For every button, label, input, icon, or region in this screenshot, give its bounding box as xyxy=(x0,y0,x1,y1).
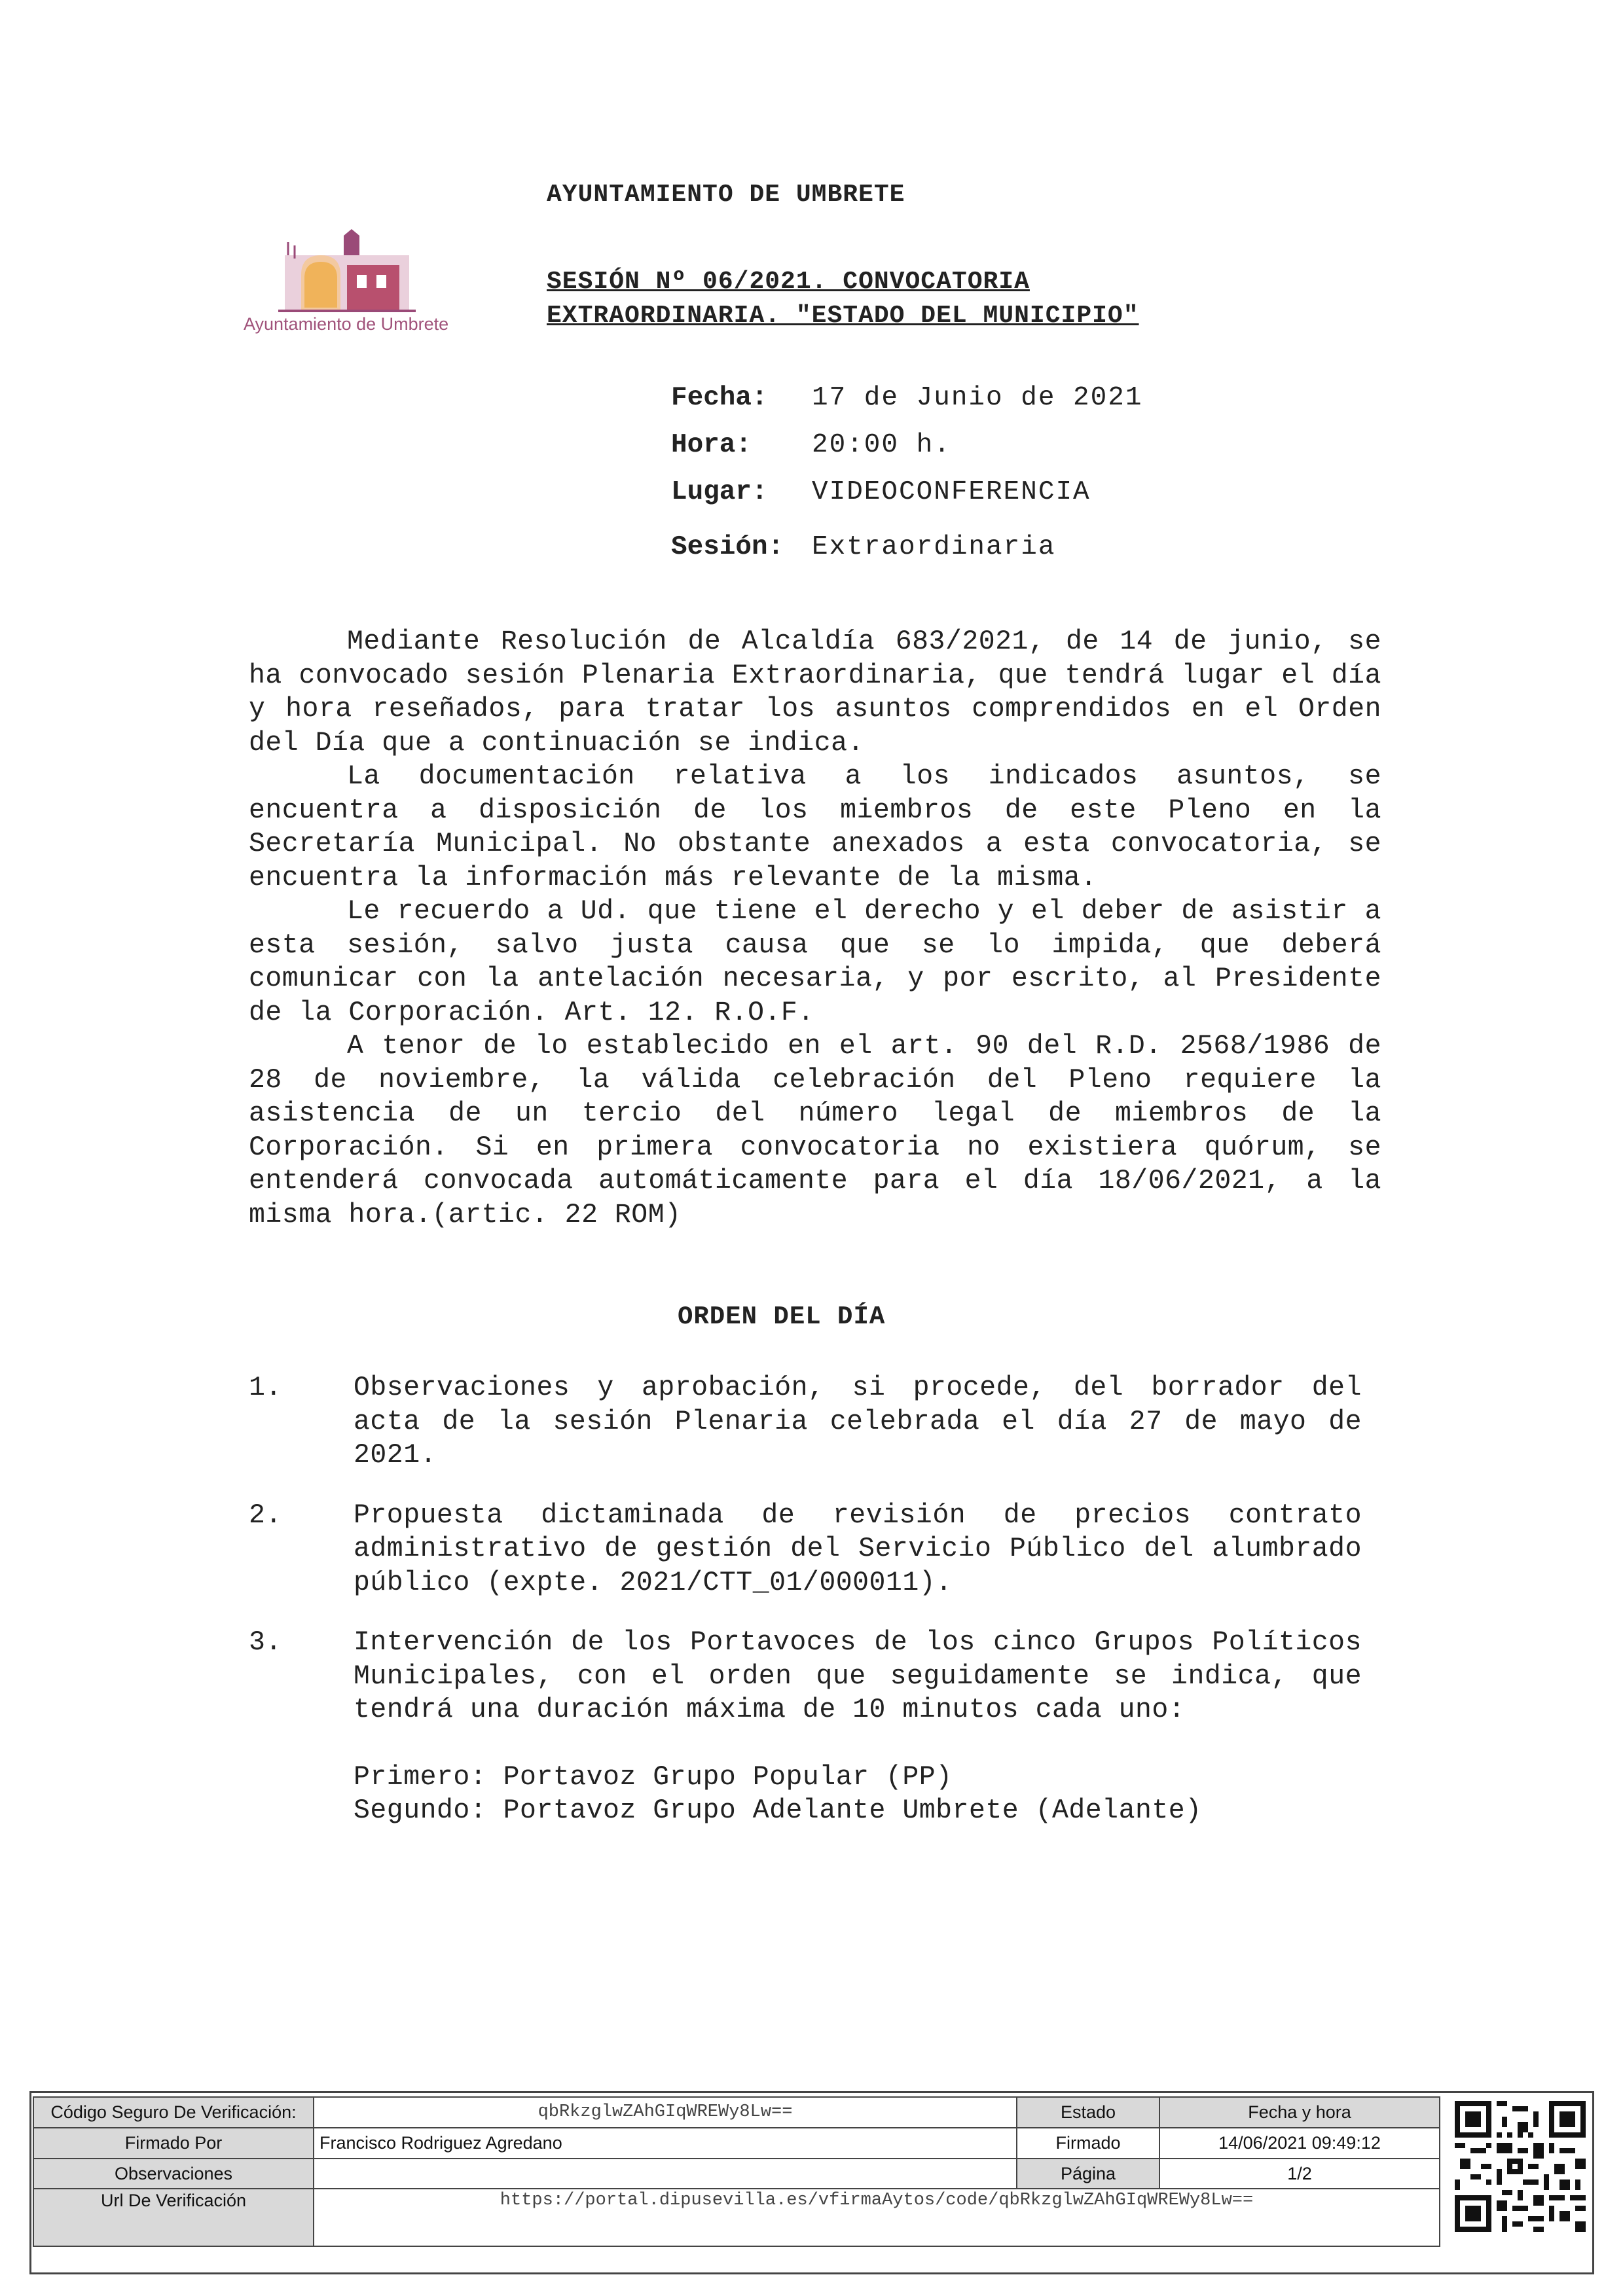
observaciones-value xyxy=(314,2159,1017,2189)
body-paragraph-4: A tenor de lo establecido en el art. 90 del R.D. 2568/1986 de 28 de noviembre, la válida celebración del Pleno requiere la asistencia de un tercio del número legal de miembros de la Corporación. Si en primera convocatoria no existiera quórum, se entenderá convocada automáticamente para el día 18/06/2021, a la misma hora.(artic. 22 ROM) xyxy=(249,1031,1381,1230)
body-paragraph-3: Le recuerdo a Ud. que tiene el derecho y el deber de asistir a esta sesión, salvo justa causa que se lo impida, que deberá comunicar con la antelación necesaria, y por escrito, al Presidente de la Corporación. Art. 12. R.O.F. xyxy=(249,896,1381,1028)
agenda-item xyxy=(249,1499,1362,1600)
fecha-label: Fecha: xyxy=(671,383,768,413)
estado-value: Firmado xyxy=(1017,2128,1159,2159)
agenda-item-number: 3. xyxy=(249,1627,282,1658)
agenda-item-body xyxy=(354,1626,1362,1828)
session-meta xyxy=(671,383,1142,579)
lugar-label: Lugar: xyxy=(671,477,768,507)
agenda-item-text: Propuesta dictaminada de revisión de precios contrato administrativo de gestión del Servicio Público del alumbrado público (expte. 2021/CTT_01/000011). xyxy=(354,1499,1362,1598)
body-paragraph-2: La documentación relativa a los indicados asuntos, se encuentra a disposición de los miembros de este Pleno en la Secretaría Municipal. No obstante anexados a esta convocatoria, se encuentra la información más relevante de la misma. xyxy=(249,761,1381,893)
session-title xyxy=(547,265,1139,333)
sesion-label: Sesión: xyxy=(671,532,784,562)
fecha-value: 17 de Junio de 2021 xyxy=(812,383,1143,413)
hora-label: Hora: xyxy=(671,430,752,460)
signature-row-observaciones xyxy=(33,2159,1440,2189)
signature-row-firmado xyxy=(33,2128,1440,2159)
firmado-por-value: Francisco Rodriguez Agredano xyxy=(314,2128,1017,2159)
fecha-hora-value: 14/06/2021 09:49:12 xyxy=(1159,2128,1440,2159)
meta-lugar xyxy=(671,477,1142,524)
sesion-value: Extraordinaria xyxy=(812,532,1056,562)
signature-row-csv xyxy=(33,2097,1440,2128)
convocation-body xyxy=(249,625,1381,1232)
qr-code-icon xyxy=(1455,2101,1586,2232)
agenda-item xyxy=(249,1371,1362,1473)
agenda-item-number: 1. xyxy=(249,1372,282,1403)
csv-label: Código Seguro De Verificación: xyxy=(33,2097,314,2128)
hora-value: 20:00 h. xyxy=(812,430,951,460)
speaker-second: Segundo: Portavoz Grupo Adelante Umbrete (Adelante) xyxy=(354,1795,1202,1826)
lugar-value: VIDEOCONFERENCIA xyxy=(812,477,1091,507)
agenda-item xyxy=(249,1626,1362,1828)
pagina-label: Página xyxy=(1017,2159,1159,2189)
verification-url[interactable]: https://portal.dipusevilla.es/vfirmaAytos/code/qbRkzglwZAhGIqWREWy8Lw== xyxy=(314,2189,1440,2246)
observaciones-label: Observaciones xyxy=(33,2159,314,2189)
meta-fecha xyxy=(671,383,1142,430)
session-title-line1: SESIÓN Nº 06/2021. CONVOCATORIA xyxy=(547,268,1030,296)
body-paragraph-1: Mediante Resolución de Alcaldía 683/2021, de 14 de junio, se ha convocado sesión Plenaria Extraordinaria, que tendrá lugar el día y hora reseñados, para tratar los asuntos comprendidos en el Orden del Día que a continuación se indica. xyxy=(249,626,1381,759)
fecha-hora-label: Fecha y hora xyxy=(1159,2097,1440,2128)
agenda-item-number: 2. xyxy=(249,1499,282,1531)
csv-value: qbRkzglwZAhGIqWREWy8Lw== xyxy=(314,2097,1017,2128)
meta-sesion xyxy=(671,532,1142,579)
organization-name: AYUNTAMIENTO DE UMBRETE xyxy=(547,181,905,209)
agenda-item-text: Intervención de los Portavoces de los cinco Grupos Políticos Municipales, con el orden que seguidamente se indica, que tendrá una duración máxima de 10 minutos cada uno: xyxy=(354,1627,1362,1725)
url-label: Url De Verificación xyxy=(33,2189,314,2246)
estado-label: Estado xyxy=(1017,2097,1159,2128)
signature-row-url xyxy=(33,2189,1440,2246)
signature-table xyxy=(33,2096,1440,2247)
pagina-value: 1/2 xyxy=(1159,2159,1440,2189)
firmado-por-label: Firmado Por xyxy=(33,2128,314,2159)
agenda-list xyxy=(249,1371,1362,1854)
logo-caption: Ayuntamiento de Umbrete xyxy=(244,314,449,334)
agenda-item-text: Observaciones y aprobación, si procede, del borrador del acta de la sesión Plenaria celebrada el día 27 de mayo de 2021. xyxy=(354,1372,1362,1471)
agenda-title: ORDEN DEL DÍA xyxy=(678,1302,886,1331)
meta-hora xyxy=(671,430,1142,477)
speaker-first: Primero: Portavoz Grupo Popular (PP) xyxy=(354,1761,953,1793)
session-title-line2: EXTRAORDINARIA. "ESTADO DEL MUNICIPIO" xyxy=(547,302,1139,330)
